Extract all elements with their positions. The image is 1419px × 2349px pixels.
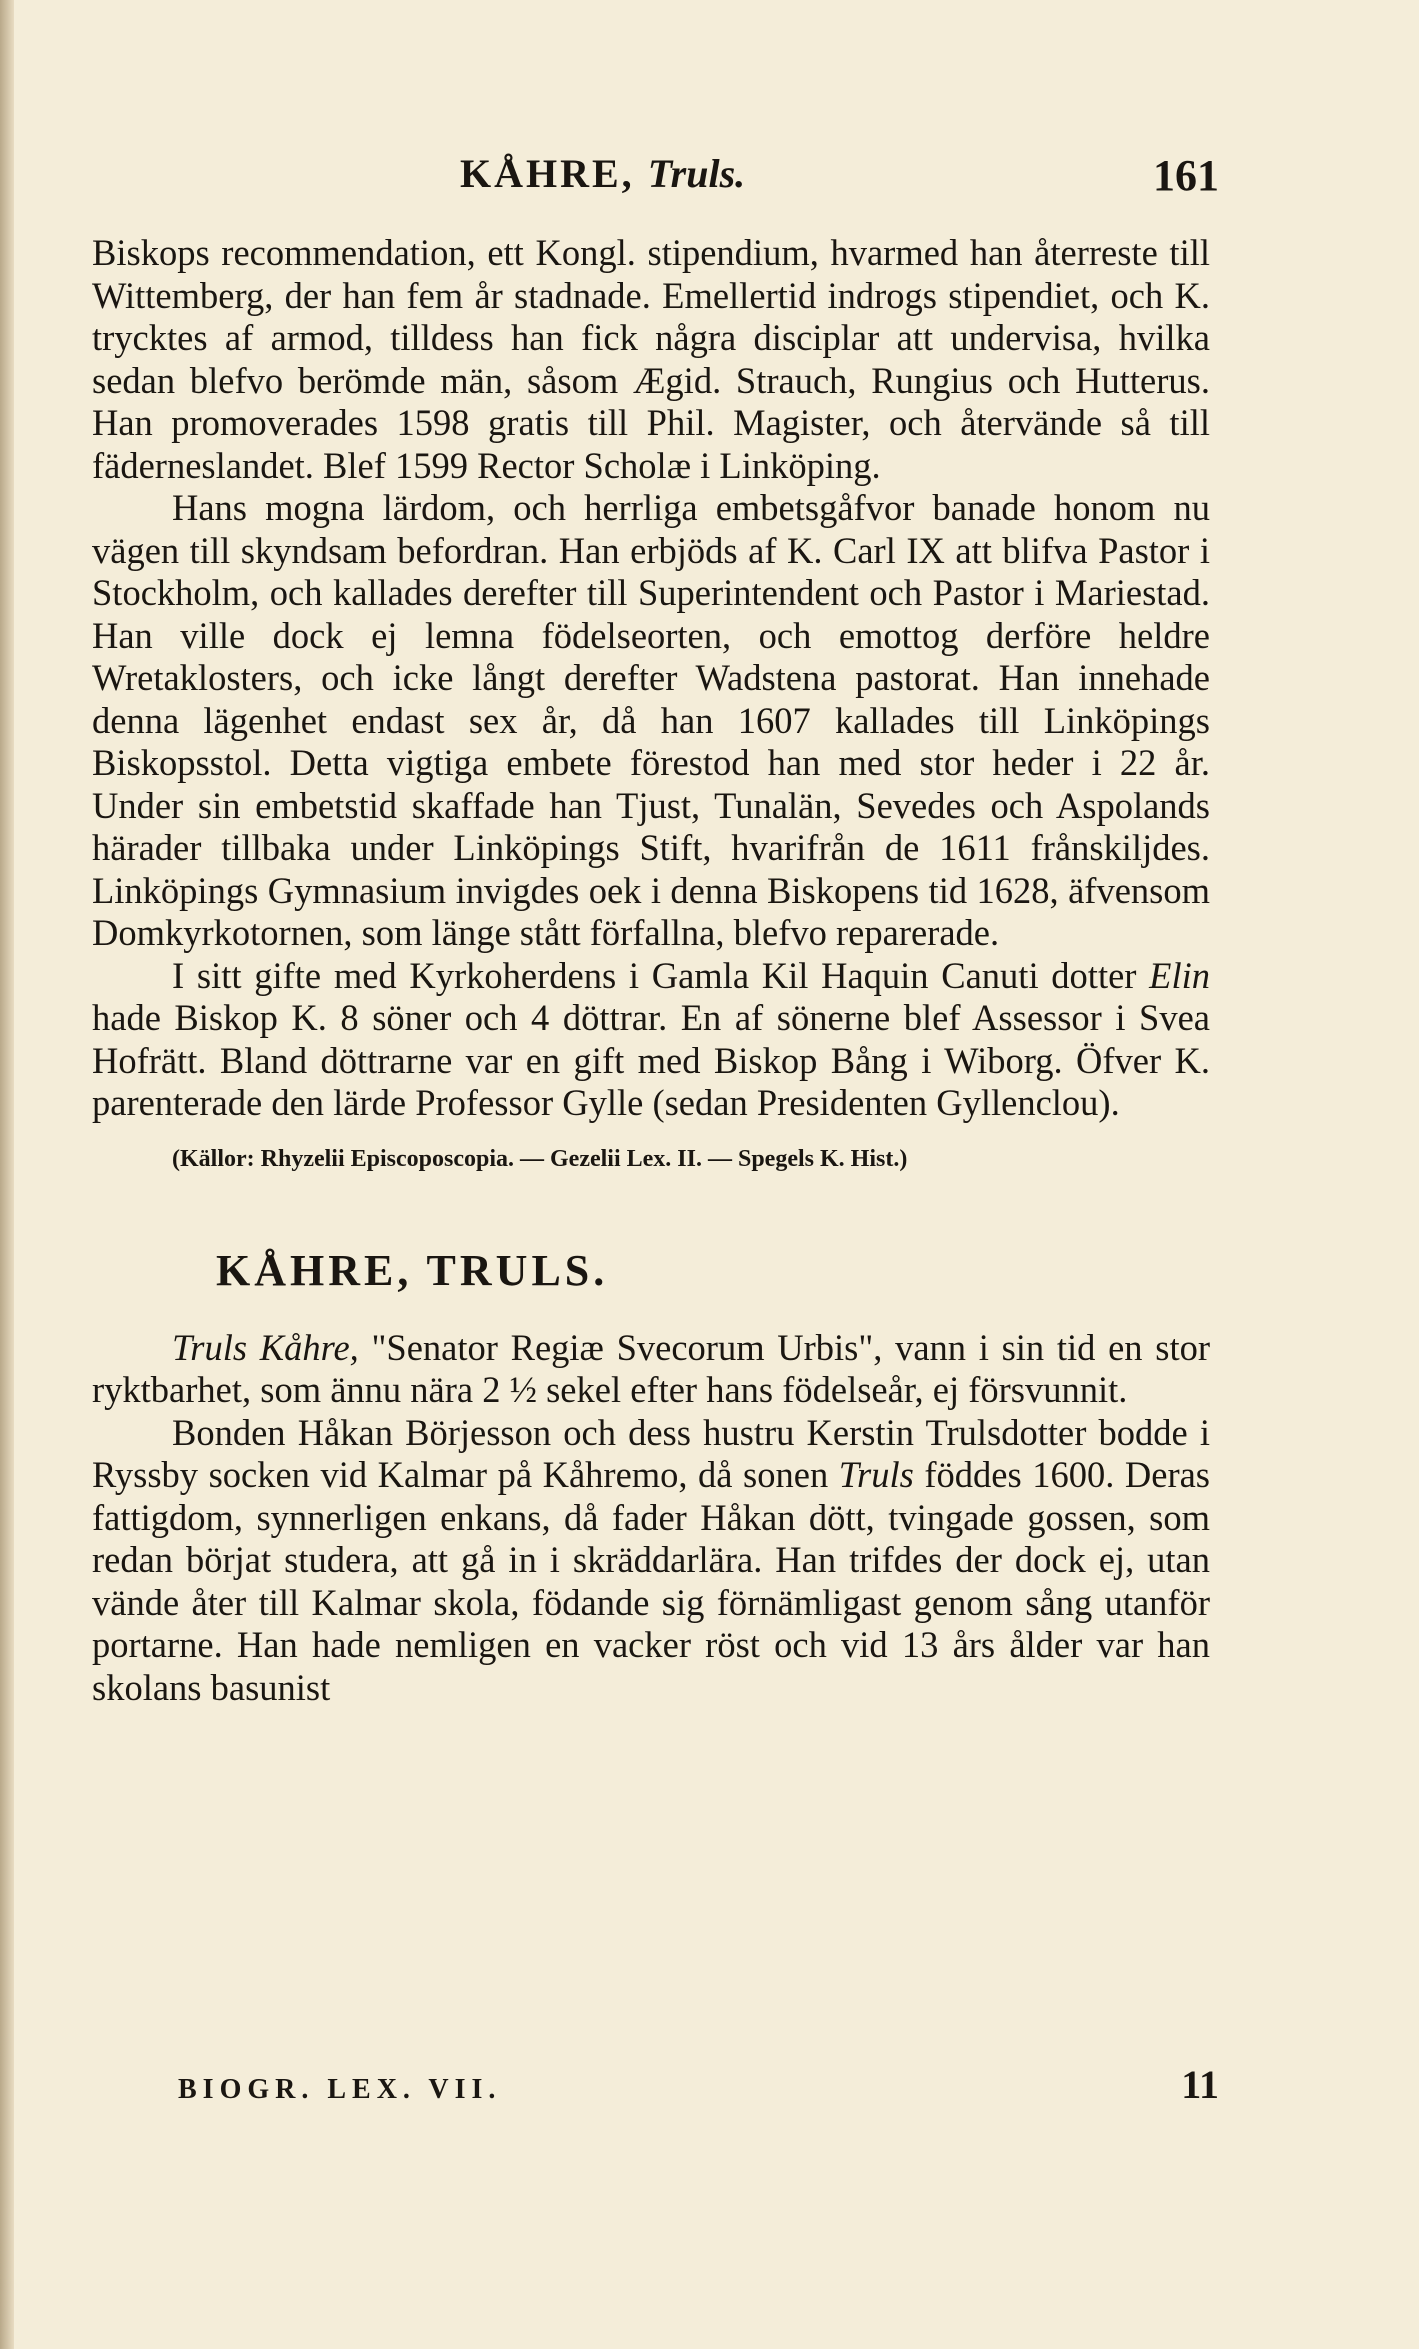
paragraph-5: [92, 1412, 1210, 1710]
section-title: KÅHRE, TRULS.: [216, 1245, 609, 1295]
signature-mark: BIOGR. LEX. VII.: [178, 2074, 502, 2105]
sources-note: (Källor: Rhyzelii Episcoposcopia. — Gezelii Lex. II. — Spegels K. Hist.): [172, 1145, 908, 1172]
page-body: [92, 232, 1210, 1709]
paragraph-3-text-a: I sitt gifte med Kyrkoherdens i Gamla Kil Haquin Canuti dotter: [172, 954, 1137, 996]
paragraph-1: Biskops recommendation, ett Kongl. stipendium, hvarmed han återreste till Wittemberg, der han fem år stadnade. Emellertid indrogs stipendiet, och K. trycktes af armod, tilldess han fick några disciplar att undervisa, hvilka sedan blefvo berömde män, såsom Ægid. Strauch, Rungius och Hutterus. Han promoverades 1598 gratis till Phil. Magister, och återvände så till fäderneslandet. Blef 1599 Rector Scholæ i Linköping.: [92, 232, 1210, 486]
paragraph-4: [92, 1327, 1210, 1412]
paragraph-3-name: Elin: [1149, 954, 1210, 996]
paragraph-3-text-b: hade Biskop K. 8 söner och 4 döttrar. En af sönerne blef Assessor i Svea Hofrätt. Bland döttrarne var en gift med Biskop Bång i Wiborg. Öfver K. parenterade den lärde Professor Gylle (sedan Presidenten Gyllenclou).: [92, 997, 1210, 1123]
page-footer: [178, 2061, 1219, 2108]
page-header: [460, 150, 1219, 210]
page-number: 161: [1153, 151, 1219, 200]
paragraph-3: [92, 955, 1210, 1125]
sheet-number: 11: [1181, 2062, 1219, 2107]
paragraph-4-text: "Senator Regiæ Svecorum Urbis", vann i sin tid en stor ryktbarhet, som ännu nära 2 ½ sekel efter hans födelseår, ej försvunnit.: [92, 1326, 1211, 1410]
running-head-sub: Truls.: [647, 151, 746, 196]
paragraph-5-name: Truls: [838, 1454, 914, 1495]
running-head: [460, 150, 745, 197]
paragraph-5-text-a: Bonden Håkan Börjesson och dess hustru Kerstin Trulsdotter bodde i Ryssby socken vid Kalmar på Kåhremo, då sonen: [92, 1411, 1210, 1495]
paragraph-2: Hans mogna lärdom, och herrliga embetsgåfvor banade honom nu vägen till skyndsam befordran. Han erbjöds af K. Carl IX att blifva Pastor i Stockholm, och kallades derefter till Superintendent och Pastor i Mariestad. Han ville dock ej lemna födelseorten, och emottog derföre heldre Wretaklosters, och icke långt derefter Wadstena pastorat. Han innehade denna lägenhet endast sex år, då han 1607 kallades till Linköpings Biskopsstol. Detta vigtiga embete förestod han med stor heder i 22 år. Under sin embetstid skaffade han Tjust, Tunalän, Sevedes och Aspolands härader tillbaka under Linköpings Stift, hvarifrån de 1611 frånskiljdes. Linköpings Gymnasium invigdes oek i denna Biskopens tid 1628, äfvensom Domkyrkotornen, som länge stått förfallna, blefvo reparerade.: [92, 487, 1210, 953]
paragraph-5-text-b: föddes 1600. Deras fattigdom, synnerligen enkans, då fader Håkan dött, tvingade gossen, som redan börjat studera, att gå in i skräddarlära. Han trifdes der dock ej, utan vände åter till Kalmar skola, födande sig förnämligast genom sång utanför portarne. Han hade nemligen en vacker röst och vid 13 års ålder var han skolans basunist: [92, 1454, 1211, 1708]
paragraph-4-name: Truls Kåhre,: [172, 1326, 359, 1368]
running-head-name: KÅHRE,: [460, 151, 635, 196]
